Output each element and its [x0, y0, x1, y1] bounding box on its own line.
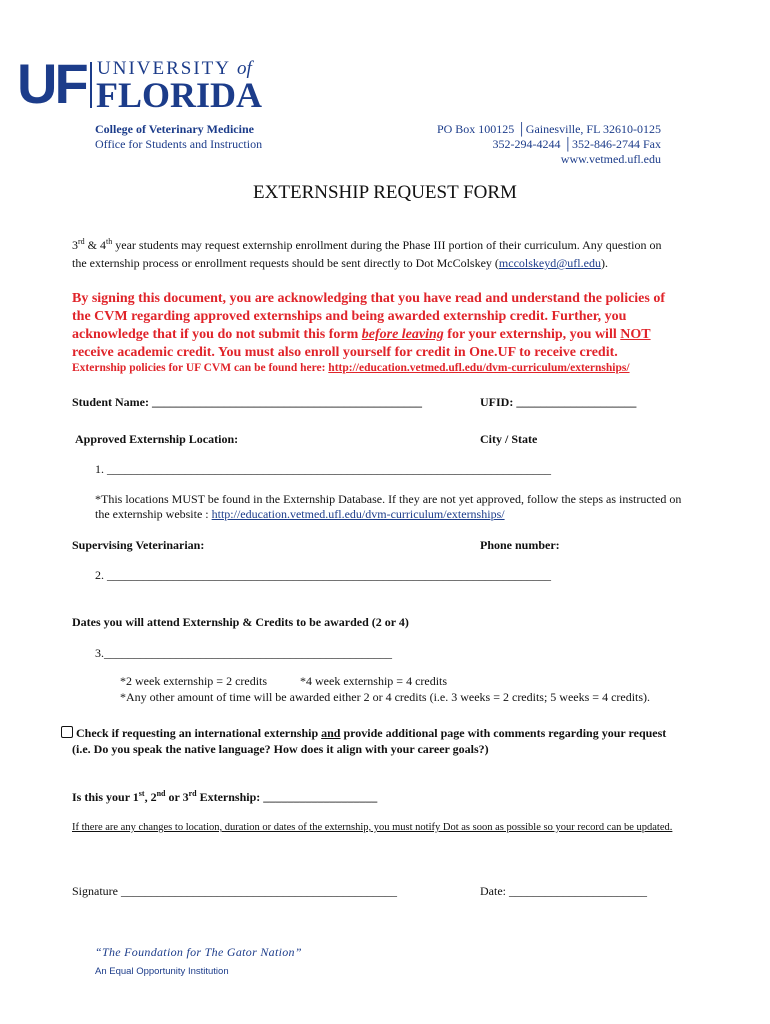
ufid-field[interactable]: UFID: ____________________ [480, 395, 637, 409]
credits-4-note: *4 week externship = 4 credits [300, 674, 448, 688]
dates-line-3[interactable]: 3.________________________________________________ [95, 646, 392, 660]
externship-website-link[interactable]: http://education.vetmed.ufl.edu/dvm-curriculum/externships/ [211, 507, 505, 521]
changes-note: If there are any changes to location, duration or dates of the externship, you must notify Dot as soon as possible so your record can be updated. [72, 822, 673, 833]
location-label: Approved Externship Location: [75, 432, 239, 446]
intro-line-1: 3rd & 4th year students may request externship enrollment during the Phase III portion of their curriculum. Any question on [72, 237, 662, 252]
credits-other-note: *Any other amount of time will be awarded either 2 or 4 credits (i.e. 3 weeks = 2 credits; 5 weeks = 4 credits). [120, 690, 651, 704]
uf-logo-mark: UF [17, 52, 86, 115]
office-name: Office for Students and Instruction [95, 137, 263, 151]
footer-eoi: An Equal Opportunity Institution [95, 966, 229, 977]
warning-line-3: acknowledge that if you do not submit this form before leaving for your externship, you will NOT [72, 327, 651, 342]
address-line-1: PO Box 100125 │Gainesville, FL 32610-0125 [436, 122, 661, 136]
form-title: EXTERNSHIP REQUEST FORM [253, 182, 517, 203]
city-state-label: City / State [480, 432, 538, 446]
warning-line-2: the CVM regarding approved externships and being awarded externship credit. Further, you [72, 309, 627, 324]
logo-university-text: UNIVERSITY of [97, 58, 252, 79]
college-name: College of Veterinary Medicine [95, 122, 254, 136]
database-note-line-2: the externship website : http://education.vetmed.ufl.edu/dvm-curriculum/externships/ [95, 507, 505, 521]
logo-divider [90, 62, 92, 108]
dates-label: Dates you will attend Externship & Credits to be awarded (2 or 4) [72, 615, 409, 629]
international-line-2: (i.e. Do you speak the native language? How does it align with your career goals?) [72, 742, 489, 756]
student-name-field[interactable]: Student Name: _____________________________________________ [72, 395, 422, 409]
externship-number-field[interactable]: Is this your 1st, 2nd or 3rd Externship: ___________________ [72, 789, 378, 804]
supervising-vet-label: Supervising Veterinarian: [72, 538, 205, 552]
intro-line-2: the externship process or enrollment requests should be sent directly to Dot McColskey (mccolskeyd@ufl.edu). [72, 256, 608, 270]
credits-2-note: *2 week externship = 2 credits [120, 674, 268, 688]
footer-motto: “The Foundation for The Gator Nation” [95, 945, 302, 959]
international-line-1: Check if requesting an international externship and provide additional page with comments regarding your request [61, 724, 666, 742]
warning-line-4: receive academic credit. You must also enroll yourself for credit in One.UF to receive credit. [72, 345, 618, 360]
policy-line: Externship policies for UF CVM can be found here: http://education.vetmed.ufl.edu/dvm-curriculum/externships/ [72, 362, 630, 374]
warning-line-1: By signing this document, you are acknowledging that you have read and understand the policies of [72, 291, 666, 306]
database-note-line-1: *This locations MUST be found in the Externship Database. If they are not yet approved, follow the steps as instructed on [95, 492, 682, 506]
logo-florida-text: FLORIDA [96, 75, 263, 115]
location-line-1[interactable]: 1. __________________________________________________________________________ [95, 462, 551, 476]
phone-label: Phone number: [480, 538, 560, 552]
supervisor-line-2[interactable]: 2. __________________________________________________________________________ [95, 568, 551, 582]
policy-link[interactable]: http://education.vetmed.ufl.edu/dvm-curriculum/externships/ [328, 362, 630, 374]
address-line-2: 352-294-4244 │352-846-2744 Fax [492, 137, 661, 151]
date-field[interactable]: Date: _______________________ [480, 884, 647, 898]
email-link[interactable]: mccolskeyd@ufl.edu [498, 256, 601, 270]
international-checkbox[interactable] [61, 726, 73, 738]
signature-field[interactable]: Signature ______________________________________________ [72, 884, 397, 898]
website-link[interactable]: www.vetmed.ufl.edu [560, 152, 661, 166]
